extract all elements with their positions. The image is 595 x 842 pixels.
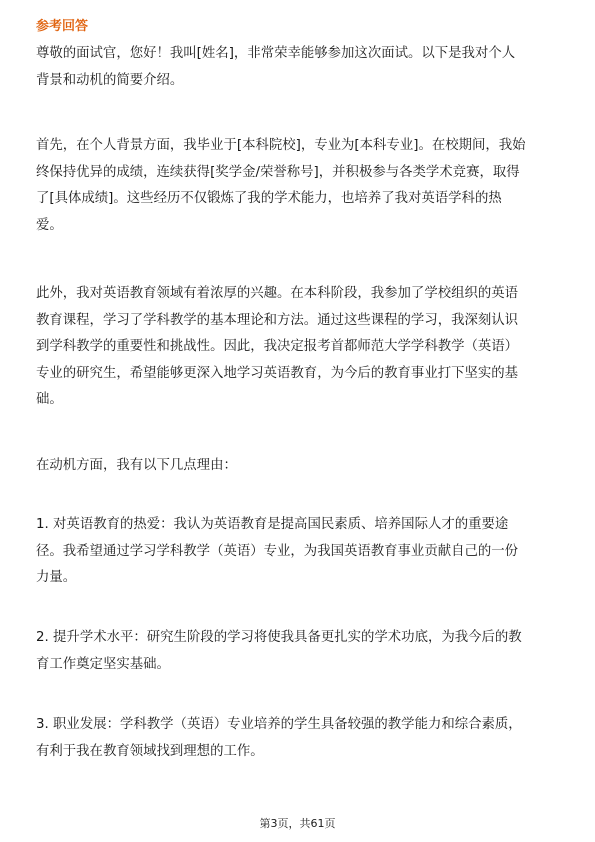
text-line: 尊敬的面试官，您好！我叫[姓名]，非常荣幸能够参加这次面试。以下是我对个人 bbox=[36, 46, 516, 61]
text-line: 在动机方面，我有以下几点理由： bbox=[36, 458, 237, 473]
paragraph-motivation-intro bbox=[36, 453, 564, 480]
text-line: 3. 职业发展：学科教学（英语）专业培养的学生具备较强的教学能力和综合素质， bbox=[36, 717, 522, 732]
text-line: 有利于我在教育领域找到理想的工作。 bbox=[36, 743, 264, 759]
text-line: 教育课程，学习了学科教学的基本理论和方法。通过这些课程的学习，我深刻认识 bbox=[36, 312, 519, 328]
text-line: 到学科教学的重要性和挑战性。因此，我决定报考首都师范大学学科教学（英语） bbox=[36, 339, 519, 354]
section-heading: 参考回答 bbox=[36, 19, 89, 34]
text-line: 力量。 bbox=[36, 570, 77, 585]
paragraph-background bbox=[36, 133, 564, 239]
paragraph-reason-1 bbox=[36, 512, 564, 592]
text-line: 1. 对英语教育的热爱：我认为英语教育是提高国民素质、培养国际人才的重要途 bbox=[36, 517, 509, 532]
text-line: 专业的研究生，希望能够更深入地学习英语教育，为今后的教育事业打下坚实的基 bbox=[36, 365, 519, 381]
text-line: 背景和动机的简要介绍。 bbox=[36, 72, 184, 88]
paragraph-intro bbox=[36, 41, 564, 94]
text-line: 了[具体成绩]。这些经历不仅锻炼了我的学术能力，也培养了我对英语学科的热 bbox=[36, 191, 502, 206]
text-line: 2. 提升学术水平：研究生阶段的学习将使我具备更扎实的学术功底，为我今后的教 bbox=[36, 630, 522, 645]
paragraph-interest bbox=[36, 281, 564, 414]
text-line: 径。我希望通过学习学科教学（英语）专业，为我国英语教育事业贡献自己的一份 bbox=[36, 543, 519, 559]
text-line: 爱。 bbox=[36, 217, 63, 233]
text-line: 首先，在个人背景方面，我毕业于[本科院校]，专业为[本科专业]。在校期间，我始 bbox=[36, 138, 526, 153]
text-line: 础。 bbox=[36, 392, 63, 407]
paragraph-reason-2 bbox=[36, 625, 564, 678]
paragraph-reason-3 bbox=[36, 712, 564, 765]
page-number: 第3页，共61页 bbox=[259, 817, 336, 830]
text-line: 此外，我对英语教育领域有着浓厚的兴趣。在本科阶段，我参加了学校组织的英语 bbox=[36, 286, 519, 301]
text-line: 育工作奠定坚实基础。 bbox=[36, 656, 170, 672]
text-line: 终保持优异的成绩，连续获得[奖学金/荣誉称号]，并积极参与各类学术竞赛，取得 bbox=[36, 164, 520, 180]
